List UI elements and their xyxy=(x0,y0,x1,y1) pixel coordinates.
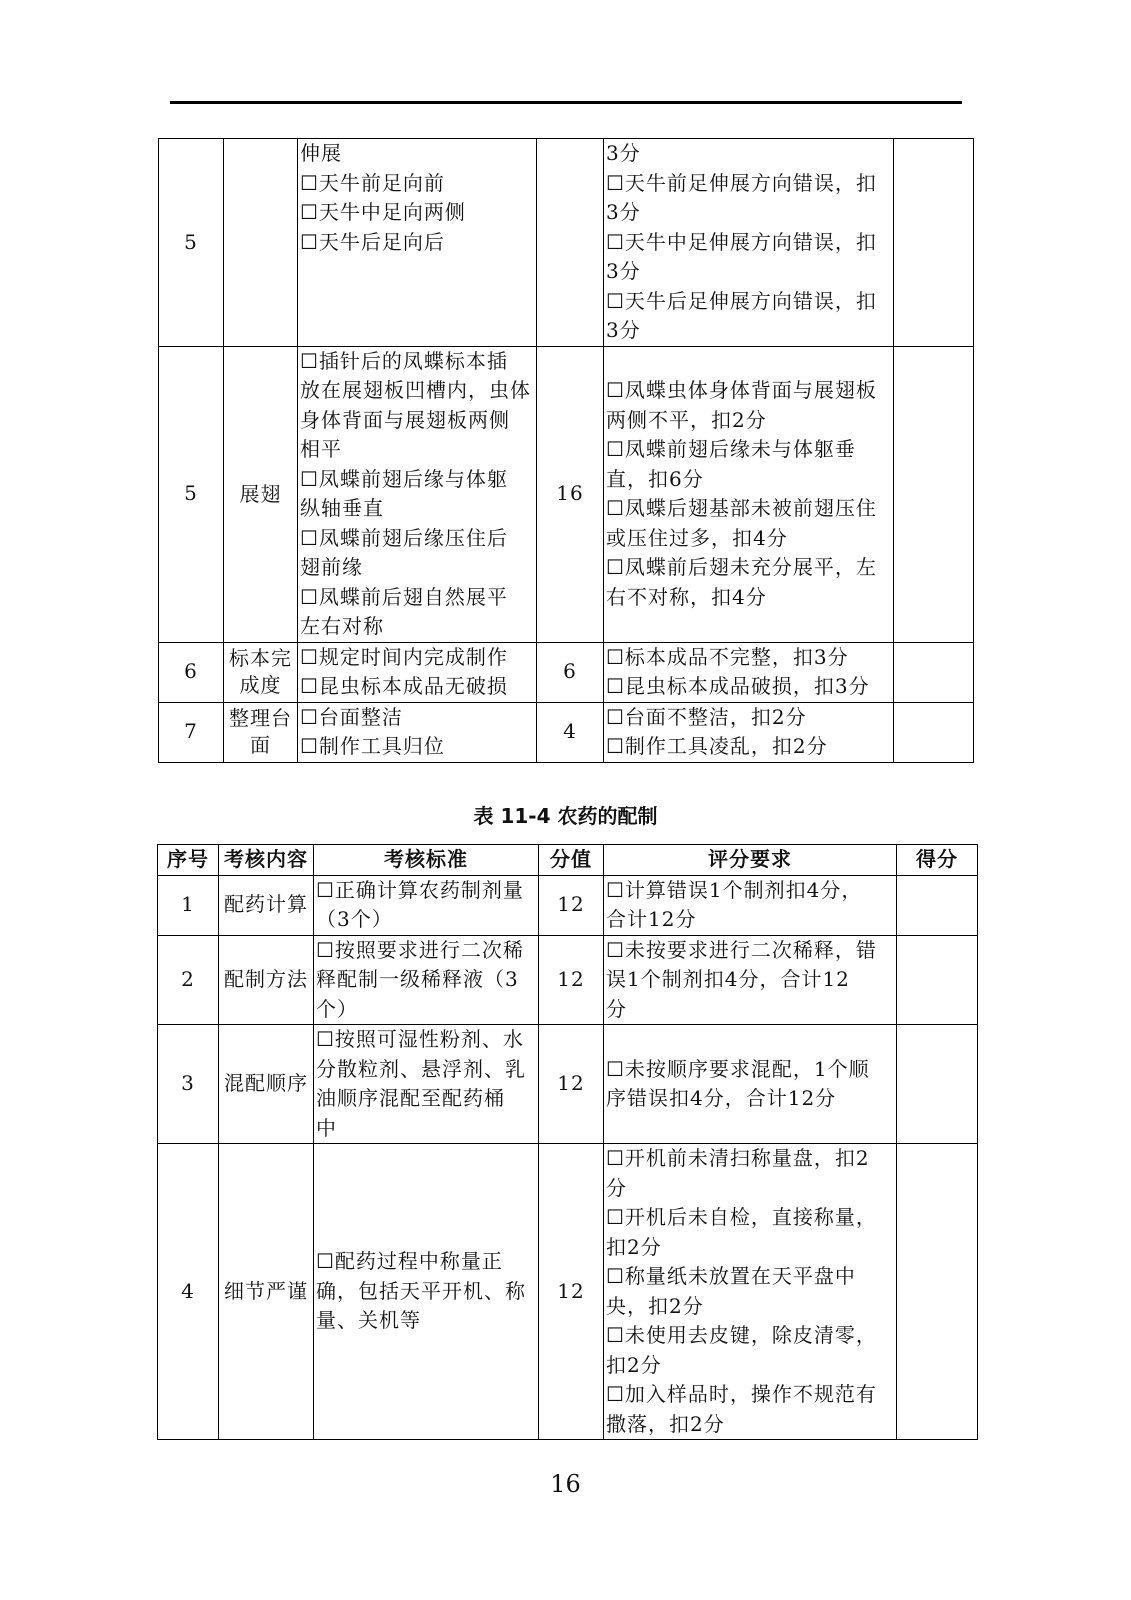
cell-line: ☐计算错误1个制剂扣4分， xyxy=(606,877,863,902)
cell-requirements xyxy=(604,875,897,935)
cell-line: 3分 xyxy=(606,141,641,165)
header-obtained: 得分 xyxy=(897,845,978,876)
cell-line: ☐开机后未自检，直接称量， xyxy=(606,1205,877,1229)
table-row xyxy=(159,346,974,642)
cell-item: 配药计算 xyxy=(219,875,314,935)
cell-line: 3分 xyxy=(606,259,641,283)
cell-line: 身体背面与展翅板两侧 xyxy=(300,407,510,432)
cell-line: 量、关机等 xyxy=(316,1308,421,1333)
cell-criteria xyxy=(298,346,537,642)
table-row xyxy=(159,642,974,702)
cell-score: 12 xyxy=(539,935,604,1025)
cell-line: ☐规定时间内完成制作 xyxy=(300,644,508,669)
cell-criteria xyxy=(314,935,539,1025)
cell-line: （3个） xyxy=(316,907,393,931)
table-pesticide-preparation xyxy=(157,844,978,1440)
cell-no: 6 xyxy=(159,642,224,702)
cell-line: ☐凤蝶前翅后缘压住后 xyxy=(300,525,508,550)
cell-criteria xyxy=(314,1144,539,1440)
cell-line: ☐插针后的凤蝶标本插 xyxy=(300,348,508,373)
cell-requirements xyxy=(604,642,894,702)
cell-line: ☐凤蝶虫体身体背面与展翅板 xyxy=(606,378,877,402)
cell-line: 放在展翅板凹槽内，虫体 xyxy=(300,378,531,402)
cell-line: 油顺序混配至配药桶 xyxy=(316,1086,505,1110)
cell-line: 个） xyxy=(316,996,358,1021)
cell-line: 纵轴垂直 xyxy=(300,496,384,520)
cell-line: ☐凤蝶前翅后缘未与体躯垂 xyxy=(606,437,856,461)
cell-line: 相平 xyxy=(300,437,342,461)
cell-item: 展翅 xyxy=(224,346,298,642)
cell-criteria xyxy=(298,702,537,762)
table-specimen-scoring xyxy=(158,138,974,763)
cell-line: ☐天牛中足向两侧 xyxy=(300,200,466,224)
cell-requirements xyxy=(604,346,894,642)
cell-line: ☐未使用去皮键，除皮清零， xyxy=(606,1323,877,1347)
cell-obtained xyxy=(897,1025,978,1144)
cell-score: 12 xyxy=(539,1144,604,1440)
cell-line: 中 xyxy=(316,1115,337,1140)
cell-no: 1 xyxy=(158,875,219,935)
cell-line: ☐未按要求进行二次稀释，错 xyxy=(606,937,877,962)
table-row xyxy=(158,1025,978,1144)
cell-line: ☐配药过程中称量正 xyxy=(316,1249,503,1274)
cell-line: ☐台面不整洁，扣2分 xyxy=(606,704,807,729)
cell-line: ☐天牛后足伸展方向错误，扣 xyxy=(606,288,877,313)
cell-line: 扣2分 xyxy=(606,1352,662,1377)
cell-requirements xyxy=(604,1025,897,1144)
cell-criteria xyxy=(314,1025,539,1144)
cell-line: 分散粒剂、悬浮剂、乳 xyxy=(316,1056,526,1081)
cell-score: 4 xyxy=(537,702,604,762)
cell-line: ☐昆虫标本成品破损，扣3分 xyxy=(606,674,870,698)
cell-no: 2 xyxy=(158,935,219,1025)
cell-obtained xyxy=(894,346,974,642)
cell-item: 细节严谨 xyxy=(219,1144,314,1440)
table-caption: 表 11-4 农药的配制 xyxy=(473,804,658,828)
cell-obtained xyxy=(894,702,974,762)
cell-score: 12 xyxy=(539,875,604,935)
cell-line: 释配制一级稀释液（3 xyxy=(316,967,519,991)
cell-no: 5 xyxy=(159,139,224,347)
cell-no: 3 xyxy=(158,1025,219,1144)
cell-score: 12 xyxy=(539,1025,604,1144)
cell-line: 左右对称 xyxy=(300,614,384,638)
cell-line: ☐台面整洁 xyxy=(300,704,403,729)
cell-line: ☐制作工具归位 xyxy=(300,734,445,758)
cell-line: ☐未按顺序要求混配，1个顺 xyxy=(606,1056,870,1081)
cell-criteria xyxy=(314,875,539,935)
cell-line: ☐正确计算农药制剂量 xyxy=(316,877,524,902)
cell-line: 3分 xyxy=(606,318,641,342)
cell-item: 标本完成度 xyxy=(224,642,298,702)
cell-obtained xyxy=(897,935,978,1025)
cell-line: ☐标本成品不完整，扣3分 xyxy=(606,644,849,669)
cell-line: ☐开机前未清扫称量盘，扣2 xyxy=(606,1146,870,1170)
header-criteria: 考核标准 xyxy=(314,845,539,876)
cell-line: 分 xyxy=(606,1175,627,1200)
cell-line: ☐天牛前足向前 xyxy=(300,170,445,195)
cell-item: 整理台面 xyxy=(224,702,298,762)
table-row xyxy=(158,875,978,935)
cell-line: 3分 xyxy=(606,200,641,224)
cell-line: 伸展 xyxy=(300,141,342,165)
cell-line: ☐凤蝶前翅后缘与体躯 xyxy=(300,466,508,491)
cell-line: ☐天牛后足向后 xyxy=(300,229,445,254)
cell-score xyxy=(537,139,604,347)
cell-score: 16 xyxy=(537,346,604,642)
cell-line: 央，扣2分 xyxy=(606,1293,704,1318)
cell-line: 扣2分 xyxy=(606,1234,662,1259)
header-requirements: 评分要求 xyxy=(604,845,897,876)
cell-no: 5 xyxy=(159,346,224,642)
cell-line: ☐凤蝶后翅基部未被前翅压住 xyxy=(606,496,877,520)
cell-requirements xyxy=(604,935,897,1025)
cell-line: 直，扣6分 xyxy=(606,466,704,491)
cell-line: 分 xyxy=(606,996,627,1021)
cell-obtained xyxy=(894,642,974,702)
cell-line: 撒落，扣2分 xyxy=(606,1411,725,1436)
cell-line: ☐天牛中足伸展方向错误，扣 xyxy=(606,229,877,254)
table-row xyxy=(159,139,974,347)
cell-item: 配制方法 xyxy=(219,935,314,1025)
cell-score: 6 xyxy=(537,642,604,702)
cell-no: 7 xyxy=(159,702,224,762)
cell-line: ☐加入样品时，操作不规范有 xyxy=(606,1382,877,1406)
table-row xyxy=(158,935,978,1025)
table-row xyxy=(158,1144,978,1440)
header-rule xyxy=(170,101,962,104)
cell-line: 右不对称，扣4分 xyxy=(606,584,767,609)
table-row xyxy=(159,702,974,762)
cell-line: 或压住过多，扣4分 xyxy=(606,525,788,550)
cell-item: 混配顺序 xyxy=(219,1025,314,1144)
page-number: 16 xyxy=(550,1470,581,1498)
cell-criteria xyxy=(298,642,537,702)
cell-requirements xyxy=(604,702,894,762)
table-header-row xyxy=(158,845,978,876)
cell-line: 两侧不平，扣2分 xyxy=(606,407,767,432)
header-no: 序号 xyxy=(158,845,219,876)
header-item: 考核内容 xyxy=(219,845,314,876)
cell-line: ☐凤蝶前后翅未充分展平，左 xyxy=(606,555,877,579)
cell-obtained xyxy=(897,1144,978,1440)
cell-obtained xyxy=(897,875,978,935)
cell-criteria xyxy=(298,139,537,347)
cell-line: ☐称量纸未放置在天平盘中 xyxy=(606,1264,856,1288)
cell-line: 误1个制剂扣4分，合计12 xyxy=(606,967,850,991)
cell-obtained xyxy=(894,139,974,347)
cell-requirements xyxy=(604,139,894,347)
cell-line: 翅前缘 xyxy=(300,555,363,579)
cell-item xyxy=(224,139,298,347)
cell-line: 合计12分 xyxy=(606,907,697,931)
cell-line: ☐制作工具凌乱，扣2分 xyxy=(606,734,828,758)
cell-line: ☐按照可湿性粉剂、水 xyxy=(316,1027,524,1051)
cell-requirements xyxy=(604,1144,897,1440)
cell-line: ☐天牛前足伸展方向错误，扣 xyxy=(606,170,877,195)
cell-line: ☐昆虫标本成品无破损 xyxy=(300,674,508,698)
cell-line: ☐凤蝶前后翅自然展平 xyxy=(300,584,508,609)
cell-line: 确，包括天平开机、称 xyxy=(316,1278,526,1303)
cell-line: ☐按照要求进行二次稀 xyxy=(316,937,524,962)
cell-no: 4 xyxy=(158,1144,219,1440)
cell-line: 序错误扣4分，合计12分 xyxy=(606,1086,837,1110)
header-score: 分值 xyxy=(539,845,604,876)
